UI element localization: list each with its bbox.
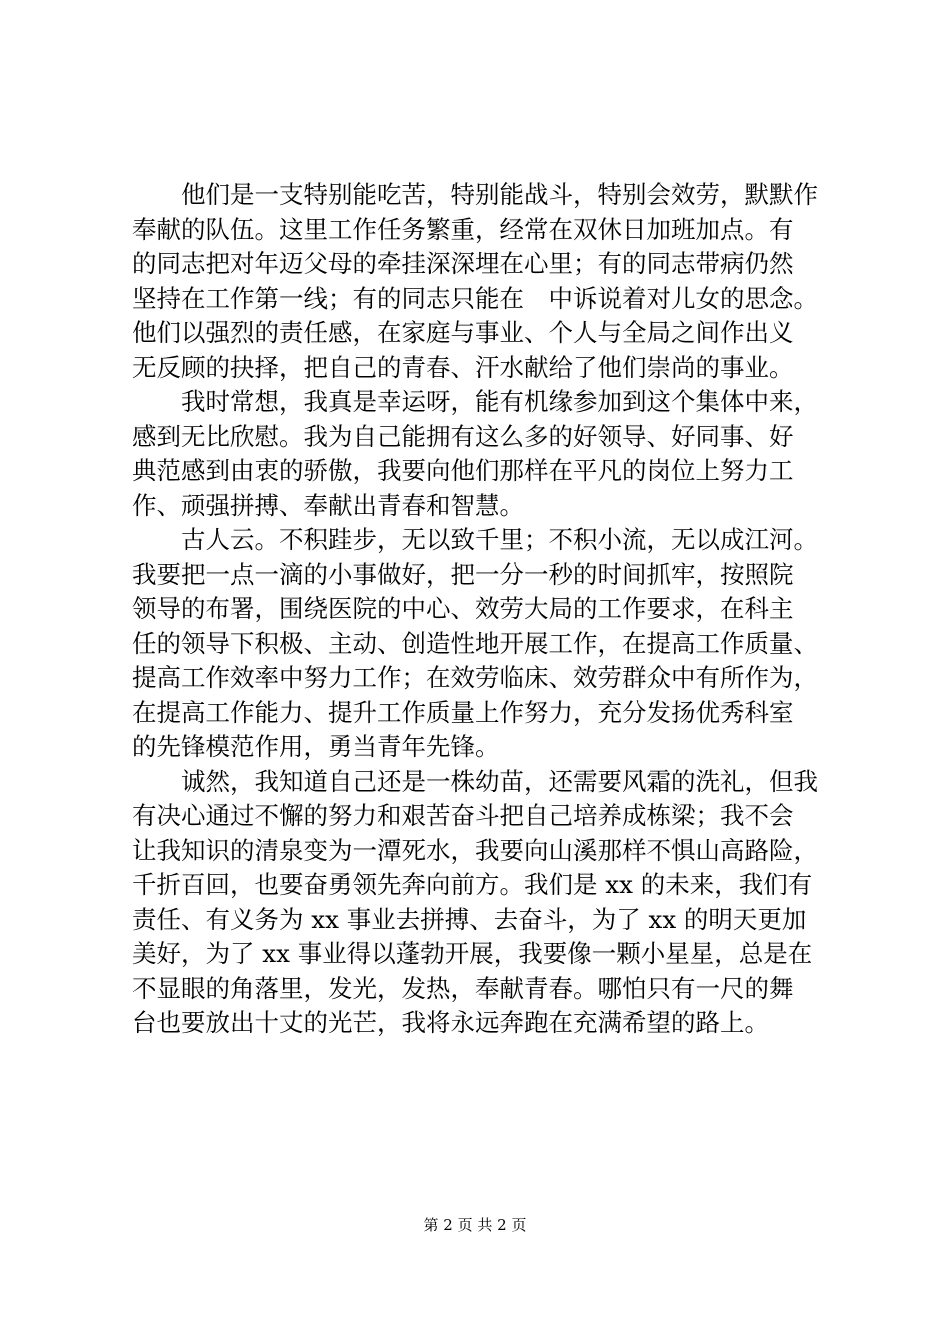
page-number-label: 第 2 页 共 2 页 [423, 1216, 527, 1234]
text-line: 领导的布署，围绕医院的中心、效劳大局的工作要求，在科主 [132, 594, 794, 623]
text-line: 作、顽强拼搏、奉献出青春和智慧。 [132, 490, 524, 520]
text-line: 千折百回，也要奋勇领先奔向前方。我们是 xx 的未来，我们有 [132, 870, 813, 899]
text-line: 我时常想，我真是幸运呀，能有机缘参加到这个集体中来， [132, 387, 818, 416]
text-line: 典范感到由衷的骄傲，我要向他们那样在平凡的岗位上努力工 [132, 456, 794, 485]
text-line: 的同志把对年迈父母的牵挂深深埋在心里；有的同志带病仍然 [132, 249, 794, 278]
text-line: 美好，为了 xx 事业得以蓬勃开展，我要像一颗小星星，总是在 [132, 939, 813, 968]
text-line: 不显眼的角落里，发光，发热，奉献青春。哪怕只有一尺的舞 [132, 973, 794, 1003]
text-line: 奉献的队伍。这里工作任务繁重，经常在双休日加班加点。有 [132, 214, 794, 244]
text-line: 提高工作效率中努力工作；在效劳临床、效劳群众中有所作为， [132, 663, 818, 692]
text-line: 让我知识的清泉变为一潭死水，我要向山溪那样不惧山高路险， [132, 835, 818, 865]
text-line: 有决心通过不懈的努力和艰苦奋斗把自己培养成栋梁；我不会 [132, 801, 794, 830]
text-line: 的先锋模范作用，勇当青年先锋。 [132, 732, 500, 761]
text-line: 他们是一支特别能吃苦，特别能战斗，特别会效劳，默默作 [132, 180, 818, 209]
text-line: 诚然，我知道自己还是一株幼苗，还需要风霜的洗礼，但我 [132, 766, 818, 796]
text-line: 在提高工作能力、提升工作质量上作努力，充分发扬优秀科室 [132, 697, 794, 727]
text-line: 责任、有义务为 xx 事业去拼搏、去奋斗，为了 xx 的明天更加 [132, 904, 807, 934]
text-line: 台也要放出十丈的光芒，我将永远奔跑在充满希望的路上。 [132, 1008, 769, 1037]
page-footer [0, 1214, 950, 1235]
text-line: 任的领导下积极、主动、创造性地开展工作，在提高工作质量、 [132, 628, 818, 658]
text-line: 我要把一点一滴的小事做好，把一分一秒的时间抓牢，按照院 [132, 559, 794, 589]
document-body [132, 178, 857, 1041]
text-line: 他们以强烈的责任感，在家庭与事业、个人与全局之间作出义 [132, 318, 794, 347]
text-line: 坚持在工作第一线；有的同志只能在 中诉说着对儿女的思念。 [132, 283, 818, 313]
text-line: 无反顾的抉择，把自己的青春、汗水献给了他们崇尚的事业。 [132, 352, 794, 382]
text-line: 感到无比欣慰。我为自己能拥有这么多的好领导、好同事、好 [132, 421, 794, 451]
text-line: 古人云。不积跬步，无以致千里；不积小流，无以成江河。 [132, 525, 818, 554]
